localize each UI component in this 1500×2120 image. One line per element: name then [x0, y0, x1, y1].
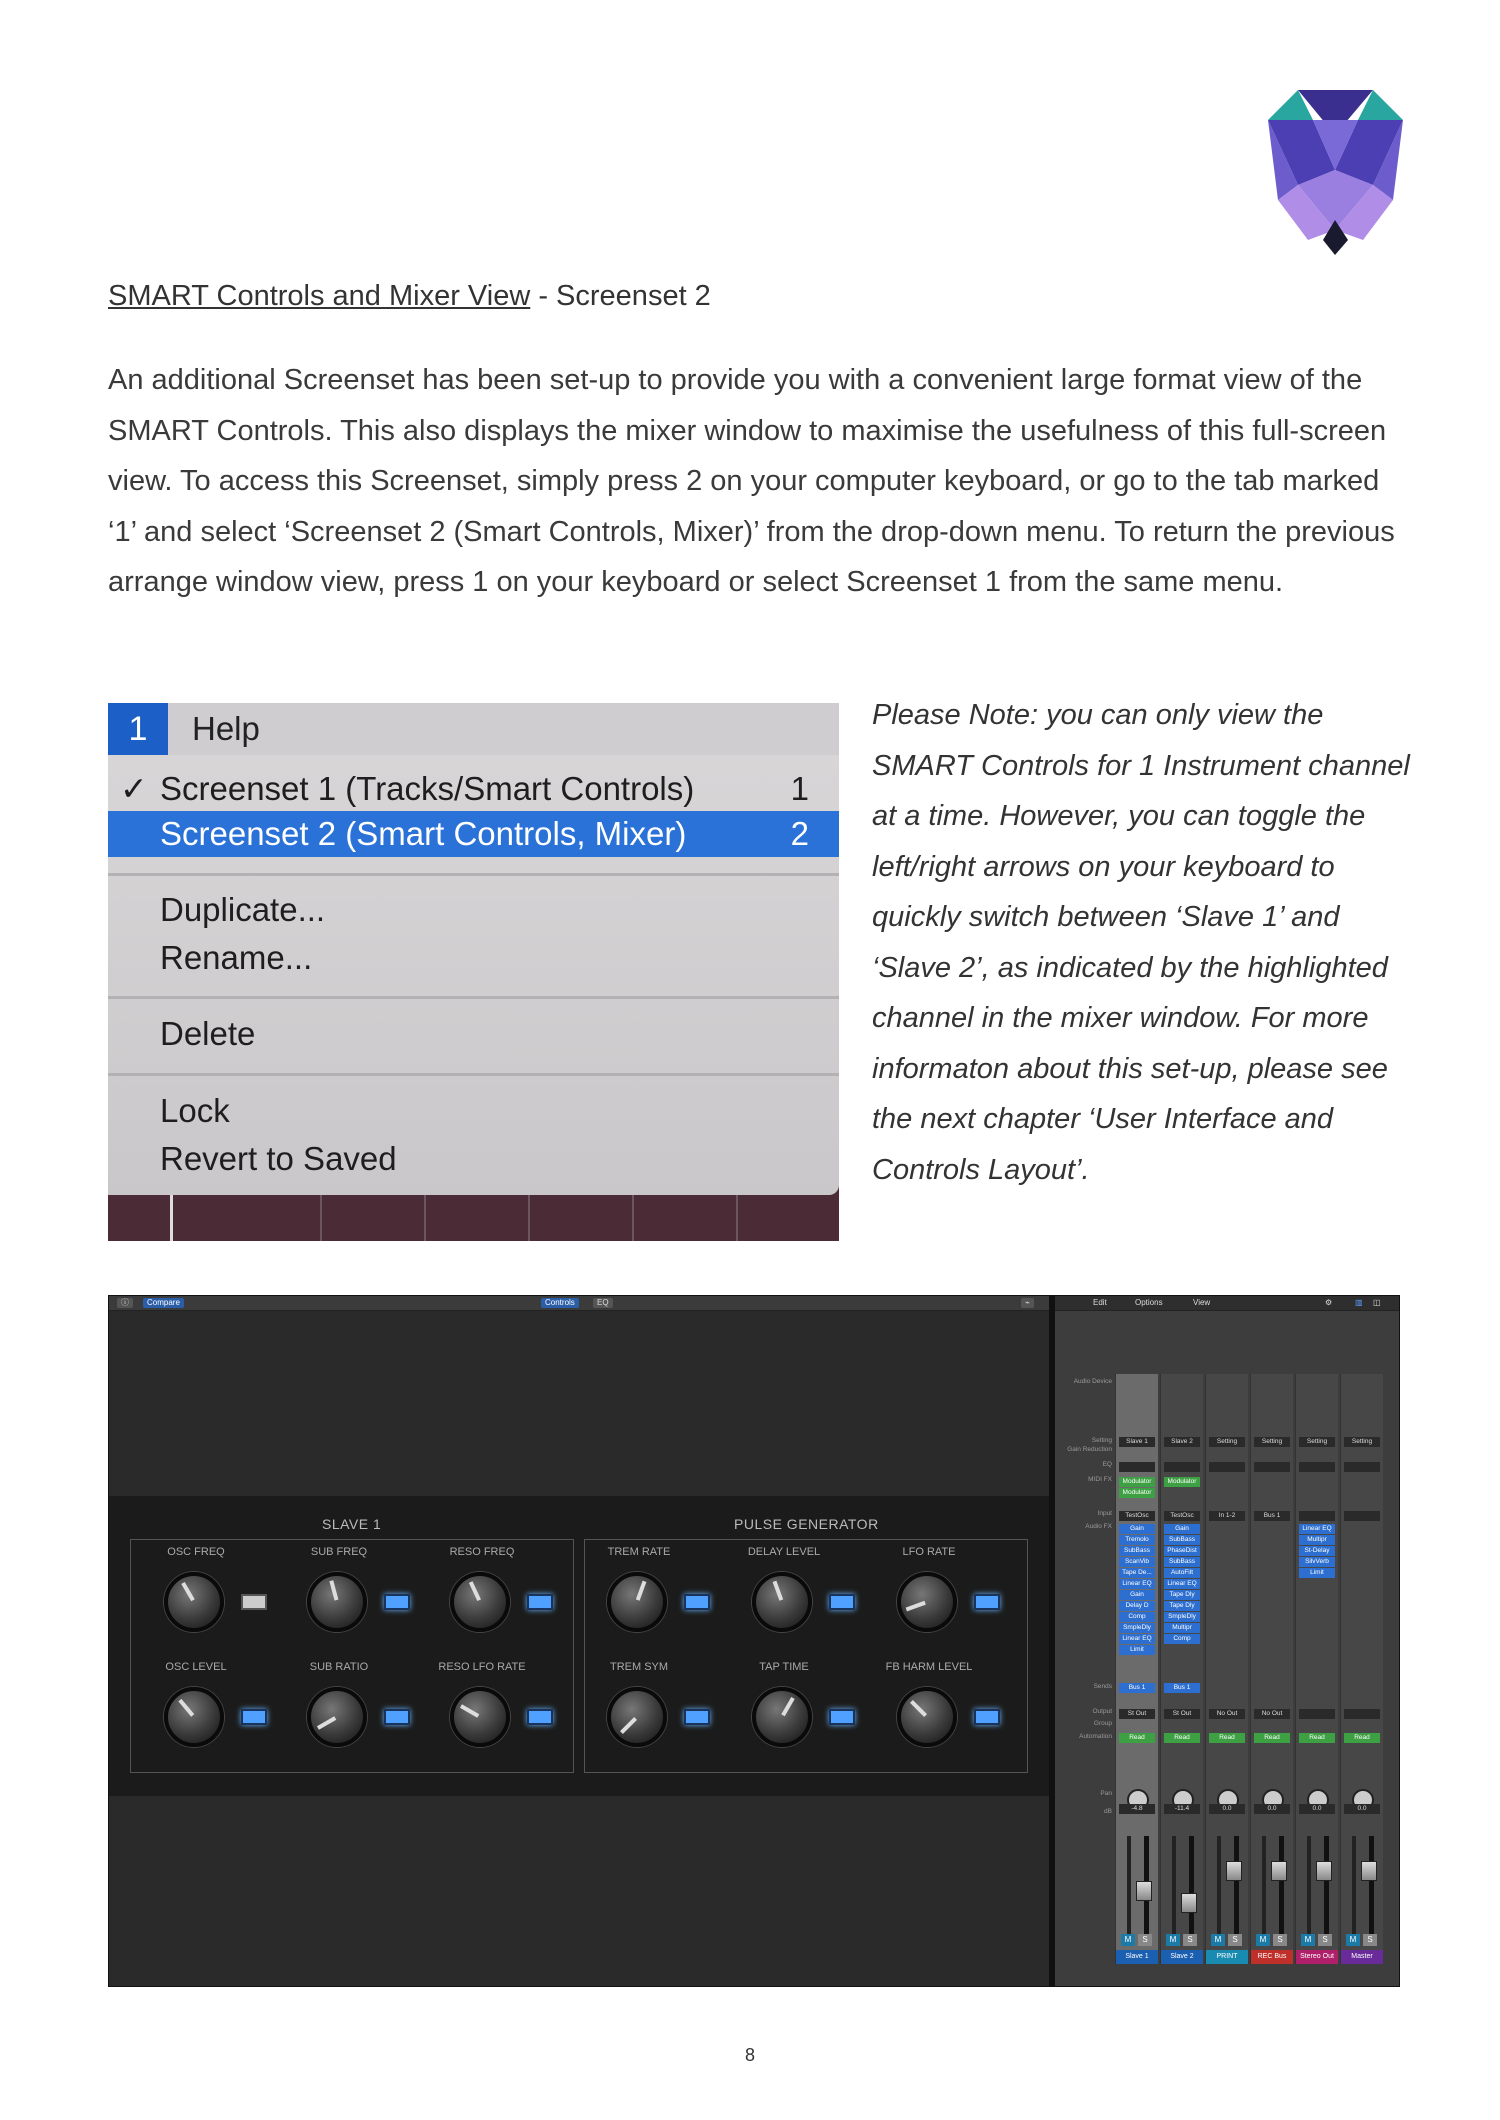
- menu-item-label: Lock: [160, 1092, 230, 1129]
- knob-label: TREM RATE: [607, 1546, 671, 1558]
- checkmark-icon: ✓: [120, 770, 148, 807]
- audio-fx-slot[interactable]: SmpleDly: [1164, 1612, 1200, 1622]
- fader-cap[interactable]: [1226, 1861, 1242, 1881]
- knob-label: DELAY LEVEL: [747, 1546, 821, 1558]
- audio-fx-slot[interactable]: SubBass: [1164, 1557, 1200, 1567]
- options-menu[interactable]: Options: [1135, 1298, 1163, 1307]
- row-label-sends: Sends: [1093, 1683, 1112, 1690]
- row-label-pan: Pan: [1100, 1790, 1112, 1797]
- input-slot[interactable]: Bus 1: [1254, 1511, 1290, 1521]
- knob-label: TREM SYM: [609, 1661, 669, 1673]
- menu-item-revert[interactable]: [108, 1136, 839, 1182]
- solo-button[interactable]: S: [1273, 1934, 1287, 1946]
- setting-button[interactable]: Setting: [1254, 1437, 1290, 1447]
- audio-fx-slot[interactable]: Multipr: [1299, 1535, 1335, 1545]
- row-label-audio-fx: Audio FX: [1085, 1523, 1112, 1530]
- input-slot[interactable]: TestOsc: [1164, 1511, 1200, 1521]
- fader-cap[interactable]: [1271, 1861, 1287, 1881]
- led-button[interactable]: [974, 1594, 1000, 1610]
- led-button[interactable]: [684, 1594, 710, 1610]
- eq-thumbnail[interactable]: [1164, 1462, 1200, 1472]
- eq-thumbnail[interactable]: [1254, 1462, 1290, 1472]
- info-icon[interactable]: ⓘ: [117, 1298, 133, 1308]
- knob-label: RESO LFO RATE: [438, 1661, 526, 1673]
- knob-label: SUB RATIO: [309, 1661, 369, 1673]
- fader-track: [1189, 1836, 1194, 1936]
- midi-fx-slot[interactable]: Modulator: [1164, 1477, 1200, 1487]
- split-view-icon[interactable]: ◫: [1373, 1298, 1381, 1307]
- db-readout: 0.0: [1344, 1804, 1380, 1814]
- led-button[interactable]: [829, 1594, 855, 1610]
- setting-button[interactable]: Slave 2: [1164, 1437, 1200, 1447]
- send-slot[interactable]: Bus 1: [1119, 1683, 1155, 1693]
- audio-fx-slot[interactable]: Linear EQ: [1119, 1579, 1155, 1589]
- menu-item-screenset-1[interactable]: [108, 766, 839, 812]
- row-label-audio-device: Audio Device: [1073, 1378, 1112, 1385]
- menu-separator: [108, 996, 839, 999]
- channel-strip[interactable]: [1205, 1374, 1248, 1964]
- row-label-gain-reduction: Gain Reduction: [1067, 1446, 1112, 1453]
- db-readout: 0.0: [1209, 1804, 1245, 1814]
- menu-item-label: Screenset 2 (Smart Controls, Mixer): [160, 815, 687, 852]
- level-meter: [1352, 1836, 1356, 1936]
- output-slot[interactable]: [1344, 1709, 1380, 1719]
- solo-button[interactable]: S: [1318, 1934, 1332, 1946]
- arrange-grid-strip: [108, 1195, 839, 1241]
- db-readout: 0.0: [1299, 1804, 1335, 1814]
- page-number: 8: [744, 2045, 755, 2065]
- knob-label: RESO FREQ: [449, 1546, 515, 1558]
- waveform-icon[interactable]: ⌁: [1021, 1298, 1034, 1308]
- knob-label: LFO RATE: [902, 1546, 956, 1558]
- row-label-group: Group: [1093, 1720, 1112, 1727]
- channel-strip[interactable]: [1340, 1374, 1383, 1964]
- level-meter: [1262, 1836, 1266, 1936]
- knob-pointer: [460, 1704, 479, 1717]
- compare-button[interactable]: Compare: [143, 1298, 184, 1308]
- note-paragraph: Please Note: you can only view the SMART Controls for 1 Instrument channel at a time. However, you can toggle the left/right arrows on your keyboard to quickly switch between ‘Slave 1’ and ‘Slave 2’, as indicated by the highlighted channel in the mixer window. For more informaton about this set-up, please see the next chapter ‘User Interface and Controls Layout’.: [872, 699, 1410, 1186]
- audio-fx-slot[interactable]: Limit: [1119, 1645, 1155, 1655]
- row-label-db: dB: [1104, 1808, 1112, 1815]
- knob-pointer: [636, 1581, 647, 1601]
- mute-button[interactable]: M: [1166, 1934, 1180, 1946]
- channel-name[interactable]: Slave 2: [1161, 1950, 1203, 1964]
- fader-cap[interactable]: [1316, 1861, 1332, 1881]
- slave-title: SLAVE 1: [322, 1516, 382, 1532]
- menu-item-screenset-2[interactable]: [108, 811, 839, 857]
- screenset-menu-screenshot: [108, 703, 839, 1241]
- midi-fx-slot[interactable]: Modulator: [1119, 1488, 1155, 1498]
- channel-strip[interactable]: [1115, 1374, 1158, 1964]
- audio-fx-slot[interactable]: SmpleDly: [1119, 1623, 1155, 1633]
- audio-fx-slot[interactable]: Linear EQ: [1164, 1579, 1200, 1589]
- audio-fx-slot[interactable]: Tape Dly: [1164, 1590, 1200, 1600]
- heading-link: SMART Controls and Mixer View: [108, 280, 531, 312]
- audio-fx-slot[interactable]: Tremolo: [1119, 1535, 1155, 1545]
- screenset-tab[interactable]: 1: [108, 703, 168, 755]
- automation-mode[interactable]: Read: [1209, 1733, 1245, 1743]
- audio-fx-slot[interactable]: Gain: [1119, 1590, 1155, 1600]
- smart-controls-toolbar: [109, 1296, 1049, 1311]
- row-label-input: Input: [1097, 1510, 1112, 1517]
- knob-lfo-rate[interactable]: [897, 1572, 957, 1632]
- fader-track: [1279, 1836, 1284, 1936]
- knob-osc-freq[interactable]: [164, 1572, 224, 1632]
- view-menu[interactable]: View: [1193, 1298, 1211, 1307]
- input-slot[interactable]: [1344, 1511, 1380, 1521]
- channel-name[interactable]: PRINT: [1206, 1950, 1248, 1964]
- mute-button[interactable]: M: [1346, 1934, 1360, 1946]
- menubar: [108, 703, 839, 755]
- knob-sub-freq[interactable]: [307, 1572, 367, 1632]
- knob-sub-ratio[interactable]: [307, 1687, 367, 1747]
- mute-button[interactable]: M: [1121, 1934, 1135, 1946]
- audio-fx-slot[interactable]: PhaseDist: [1164, 1546, 1200, 1556]
- channel-strip[interactable]: [1160, 1374, 1203, 1964]
- level-meter: [1172, 1836, 1176, 1936]
- setting-button[interactable]: Slave 1: [1119, 1437, 1155, 1447]
- fader-cap[interactable]: [1361, 1861, 1377, 1881]
- audio-fx-slot[interactable]: Delay D: [1119, 1601, 1155, 1611]
- solo-button[interactable]: S: [1183, 1934, 1197, 1946]
- led-button[interactable]: [241, 1594, 267, 1610]
- gear-icon[interactable]: ⚙: [1325, 1298, 1333, 1307]
- knob-pointer: [181, 1582, 194, 1601]
- audio-fx-slot[interactable]: Linear EQ: [1299, 1524, 1335, 1534]
- knob-label: OSC LEVEL: [165, 1661, 227, 1673]
- row-label-automation: Automation: [1079, 1733, 1112, 1740]
- menu-item-label: Rename...: [160, 939, 313, 976]
- knob-label: TAP TIME: [759, 1661, 809, 1673]
- menu-item-rename[interactable]: [108, 935, 839, 981]
- input-slot[interactable]: TestOsc: [1119, 1511, 1155, 1521]
- mixer-window: [1055, 1296, 1399, 1986]
- knob-pointer: [620, 1717, 637, 1734]
- channel-name[interactable]: Stereo Out: [1296, 1950, 1338, 1964]
- fader-cap[interactable]: [1136, 1881, 1152, 1901]
- eq-thumbnail[interactable]: [1119, 1462, 1155, 1472]
- automation-mode[interactable]: Read: [1164, 1733, 1200, 1743]
- setting-button[interactable]: Setting: [1344, 1437, 1380, 1447]
- output-slot[interactable]: [1299, 1709, 1335, 1719]
- knob-trem-sym[interactable]: [607, 1687, 667, 1747]
- knob-trem-rate[interactable]: [607, 1572, 667, 1632]
- menu-separator: [108, 873, 839, 876]
- fader-track: [1234, 1836, 1239, 1936]
- diamond-logo-icon: [1258, 90, 1413, 255]
- menu-item-lock[interactable]: [108, 1088, 839, 1134]
- fader-track: [1369, 1836, 1374, 1936]
- output-slot[interactable]: St Out: [1119, 1709, 1155, 1719]
- db-readout: -11.4: [1164, 1804, 1200, 1814]
- knob-pointer: [317, 1716, 336, 1729]
- channel-strip[interactable]: [1295, 1374, 1338, 1964]
- solo-button[interactable]: S: [1138, 1934, 1152, 1946]
- row-label-eq: EQ: [1102, 1461, 1112, 1468]
- knob-pointer: [910, 1700, 927, 1717]
- output-slot[interactable]: No Out: [1254, 1709, 1290, 1719]
- led-button[interactable]: [829, 1709, 855, 1725]
- audio-fx-slot[interactable]: AutoFilt: [1164, 1568, 1200, 1578]
- menu-item-duplicate[interactable]: [108, 887, 839, 933]
- row-label-setting: Setting: [1091, 1437, 1112, 1444]
- menu-item-label: Duplicate...: [160, 891, 326, 928]
- led-button[interactable]: [684, 1709, 710, 1725]
- led-button[interactable]: [384, 1709, 410, 1725]
- channel-strip[interactable]: [1250, 1374, 1293, 1964]
- knob-fb-harm-level[interactable]: [897, 1687, 957, 1747]
- knob-pointer: [906, 1601, 926, 1612]
- menu-item-shortcut: 2: [790, 815, 809, 852]
- audio-fx-slot[interactable]: SubBass: [1119, 1546, 1155, 1556]
- led-button[interactable]: [527, 1594, 553, 1610]
- channel-name[interactable]: REC Bus: [1251, 1950, 1293, 1964]
- eq-thumbnail[interactable]: [1209, 1462, 1245, 1472]
- knob-delay-level[interactable]: [752, 1572, 812, 1632]
- mixer-view-icon[interactable]: ▥: [1355, 1298, 1363, 1307]
- fader-cap[interactable]: [1181, 1893, 1197, 1913]
- audio-fx-slot[interactable]: Gain: [1164, 1524, 1200, 1534]
- input-slot[interactable]: In 1-2: [1209, 1511, 1245, 1521]
- channel-name[interactable]: Master: [1341, 1950, 1383, 1964]
- knob-label: SUB FREQ: [310, 1546, 368, 1558]
- knob-reso-freq[interactable]: [450, 1572, 510, 1632]
- pulse-generator-title: PULSE GENERATOR: [734, 1516, 879, 1532]
- mute-button[interactable]: M: [1256, 1934, 1270, 1946]
- fader-track: [1324, 1836, 1329, 1936]
- audio-fx-slot[interactable]: Multipr: [1164, 1623, 1200, 1633]
- automation-mode[interactable]: Read: [1254, 1733, 1290, 1743]
- db-readout: -4.8: [1119, 1804, 1155, 1814]
- audio-fx-slot[interactable]: St-Delay: [1299, 1546, 1335, 1556]
- level-meter: [1127, 1836, 1131, 1936]
- led-button[interactable]: [527, 1709, 553, 1725]
- knob-label: OSC FREQ: [167, 1546, 225, 1558]
- led-button[interactable]: [241, 1709, 267, 1725]
- mute-button[interactable]: M: [1211, 1934, 1225, 1946]
- knob-pointer: [178, 1699, 194, 1717]
- menu-separator: [108, 1073, 839, 1076]
- automation-mode[interactable]: Read: [1299, 1733, 1335, 1743]
- knob-reso-lfo-rate[interactable]: [450, 1687, 510, 1747]
- section-heading: [108, 280, 711, 313]
- output-slot[interactable]: No Out: [1209, 1709, 1245, 1719]
- audio-fx-slot[interactable]: SubBass: [1164, 1535, 1200, 1545]
- logic-screenshot: [108, 1295, 1400, 1987]
- led-button[interactable]: [974, 1709, 1000, 1725]
- intro-paragraph: [108, 355, 1408, 608]
- menu-item-shortcut: 1: [790, 770, 809, 807]
- midi-fx-slot[interactable]: Modulator: [1119, 1477, 1155, 1487]
- setting-button[interactable]: Setting: [1209, 1437, 1245, 1447]
- audio-fx-slot[interactable]: Comp: [1164, 1634, 1200, 1644]
- row-label-output: Output: [1092, 1708, 1112, 1715]
- heading-suffix: - Screenset 2: [530, 280, 711, 312]
- audio-fx-slot[interactable]: Tape Dly: [1164, 1601, 1200, 1611]
- intro-text: An additional Screenset has been set-up to provide you with a convenient large format view of the SMART Controls. This also displays the mixer window to maximise the usefulness of this full-screen view. To access this Screenset, simply press 2 on your computer keyboard, or go to the tab marked ‘1’ and select ‘Screenset 2 (Smart Controls, Mixer)’ from the drop-down menu. To return the previous arrange window view, press 1 on your keyboard or select Screenset 1 from the same menu.: [108, 364, 1395, 598]
- audio-fx-slot[interactable]: Comp: [1119, 1612, 1155, 1622]
- audio-fx-slot[interactable]: ScanVib: [1119, 1557, 1155, 1567]
- knob-pointer: [469, 1581, 481, 1601]
- send-slot[interactable]: Bus 1: [1164, 1683, 1200, 1693]
- help-menu[interactable]: Help: [192, 710, 260, 747]
- audio-fx-slot[interactable]: Gain: [1119, 1524, 1155, 1534]
- eq-tab[interactable]: EQ: [593, 1298, 613, 1308]
- menu-item-delete[interactable]: [108, 1011, 839, 1057]
- knob-pointer: [781, 1697, 794, 1716]
- channel-name[interactable]: Slave 1: [1116, 1950, 1158, 1964]
- audio-fx-slot[interactable]: SilvVerb: [1299, 1557, 1335, 1567]
- solo-button[interactable]: S: [1363, 1934, 1377, 1946]
- row-label-midi-fx: MIDI FX: [1088, 1476, 1112, 1483]
- mute-button[interactable]: M: [1301, 1934, 1315, 1946]
- eq-thumbnail[interactable]: [1344, 1462, 1380, 1472]
- controls-tab[interactable]: Controls: [541, 1298, 579, 1308]
- menu-item-label: Delete: [160, 1015, 256, 1052]
- audio-fx-slot[interactable]: Limit: [1299, 1568, 1335, 1578]
- knob-tap-time[interactable]: [752, 1687, 812, 1747]
- knob-osc-level[interactable]: [164, 1687, 224, 1747]
- led-button[interactable]: [384, 1594, 410, 1610]
- eq-thumbnail[interactable]: [1299, 1462, 1335, 1472]
- knob-pointer: [773, 1581, 784, 1601]
- menu-item-label: Revert to Saved: [160, 1140, 397, 1177]
- setting-button[interactable]: Setting: [1299, 1437, 1335, 1447]
- db-readout: 0.0: [1254, 1804, 1290, 1814]
- output-slot[interactable]: St Out: [1164, 1709, 1200, 1719]
- knob-pointer: [329, 1580, 338, 1600]
- automation-mode[interactable]: Read: [1344, 1733, 1380, 1743]
- input-slot[interactable]: [1299, 1511, 1335, 1521]
- level-meter: [1307, 1836, 1311, 1936]
- audio-fx-slot[interactable]: Tape De...: [1119, 1568, 1155, 1578]
- automation-mode[interactable]: Read: [1119, 1733, 1155, 1743]
- solo-button[interactable]: S: [1228, 1934, 1242, 1946]
- edit-menu[interactable]: Edit: [1093, 1298, 1107, 1307]
- menu-item-label: Screenset 1 (Tracks/Smart Controls): [160, 770, 695, 807]
- knob-label: FB HARM LEVEL: [885, 1661, 973, 1673]
- level-meter: [1217, 1836, 1221, 1936]
- mixer-toolbar: [1055, 1296, 1399, 1311]
- audio-fx-slot[interactable]: Linear EQ: [1119, 1634, 1155, 1644]
